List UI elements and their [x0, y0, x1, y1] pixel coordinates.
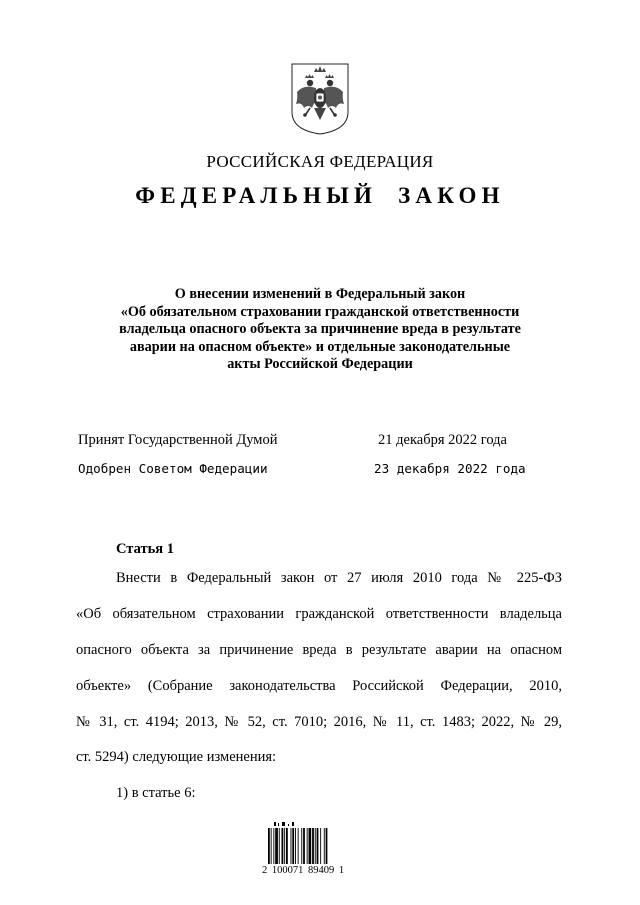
- adoption-duma-label: Принят Государственной Думой: [78, 432, 278, 448]
- article-text-line: ст. 5294) следующие изменения:: [76, 749, 277, 765]
- article-text-line: Внести в Федеральный закон от 27 июля 2010 года № 225-ФЗ: [116, 570, 562, 586]
- law-title: [60, 286, 580, 374]
- article-text-line: опасного объекта за причинение вреда в результате аварии на опасном: [76, 642, 562, 658]
- law-title-line: акты Российской Федерации: [227, 356, 413, 372]
- country-name: РОССИЙСКАЯ ФЕДЕРАЦИЯ: [206, 152, 434, 171]
- barcode-icon: [266, 822, 352, 866]
- article-text-line: «Об обязательном страховании гражданской ответственности владельца: [76, 606, 562, 622]
- article-item: 1) в статье 6:: [116, 785, 196, 801]
- adoption-duma-row: [78, 432, 558, 452]
- barcode-number: 2 100071 89409 1: [262, 865, 345, 876]
- law-title-line: владельца опасного объекта за причинение вреда в результате: [119, 321, 521, 337]
- document-type: ФЕДЕРАЛЬНЫЙ ЗАКОН: [135, 183, 505, 208]
- law-title-line: О внесении изменений в Федеральный закон: [174, 286, 466, 302]
- law-title-line: аварии на опасном объекте» и отдельные законодательные: [129, 338, 511, 355]
- coat-of-arms-icon: [290, 62, 350, 136]
- adoption-council-label: Одобрен Советом Федерации: [78, 461, 268, 476]
- adoption-duma-date: 21 декабря 2022 года: [378, 432, 507, 448]
- law-title-line: «Об обязательном страховании гражданской ответственности: [120, 303, 520, 320]
- adoption-council-row: [78, 461, 558, 481]
- article-text-line: объекте» (Собрание законодательства Российской Федерации, 2010,: [76, 678, 562, 694]
- article-heading: Статья 1: [116, 541, 174, 557]
- adoption-council-date: 23 декабря 2022 года: [374, 461, 526, 476]
- article-text-line: № 31, ст. 4194; 2013, № 52, ст. 7010; 2016, № 11, ст. 1483; 2022, № 29,: [76, 714, 562, 730]
